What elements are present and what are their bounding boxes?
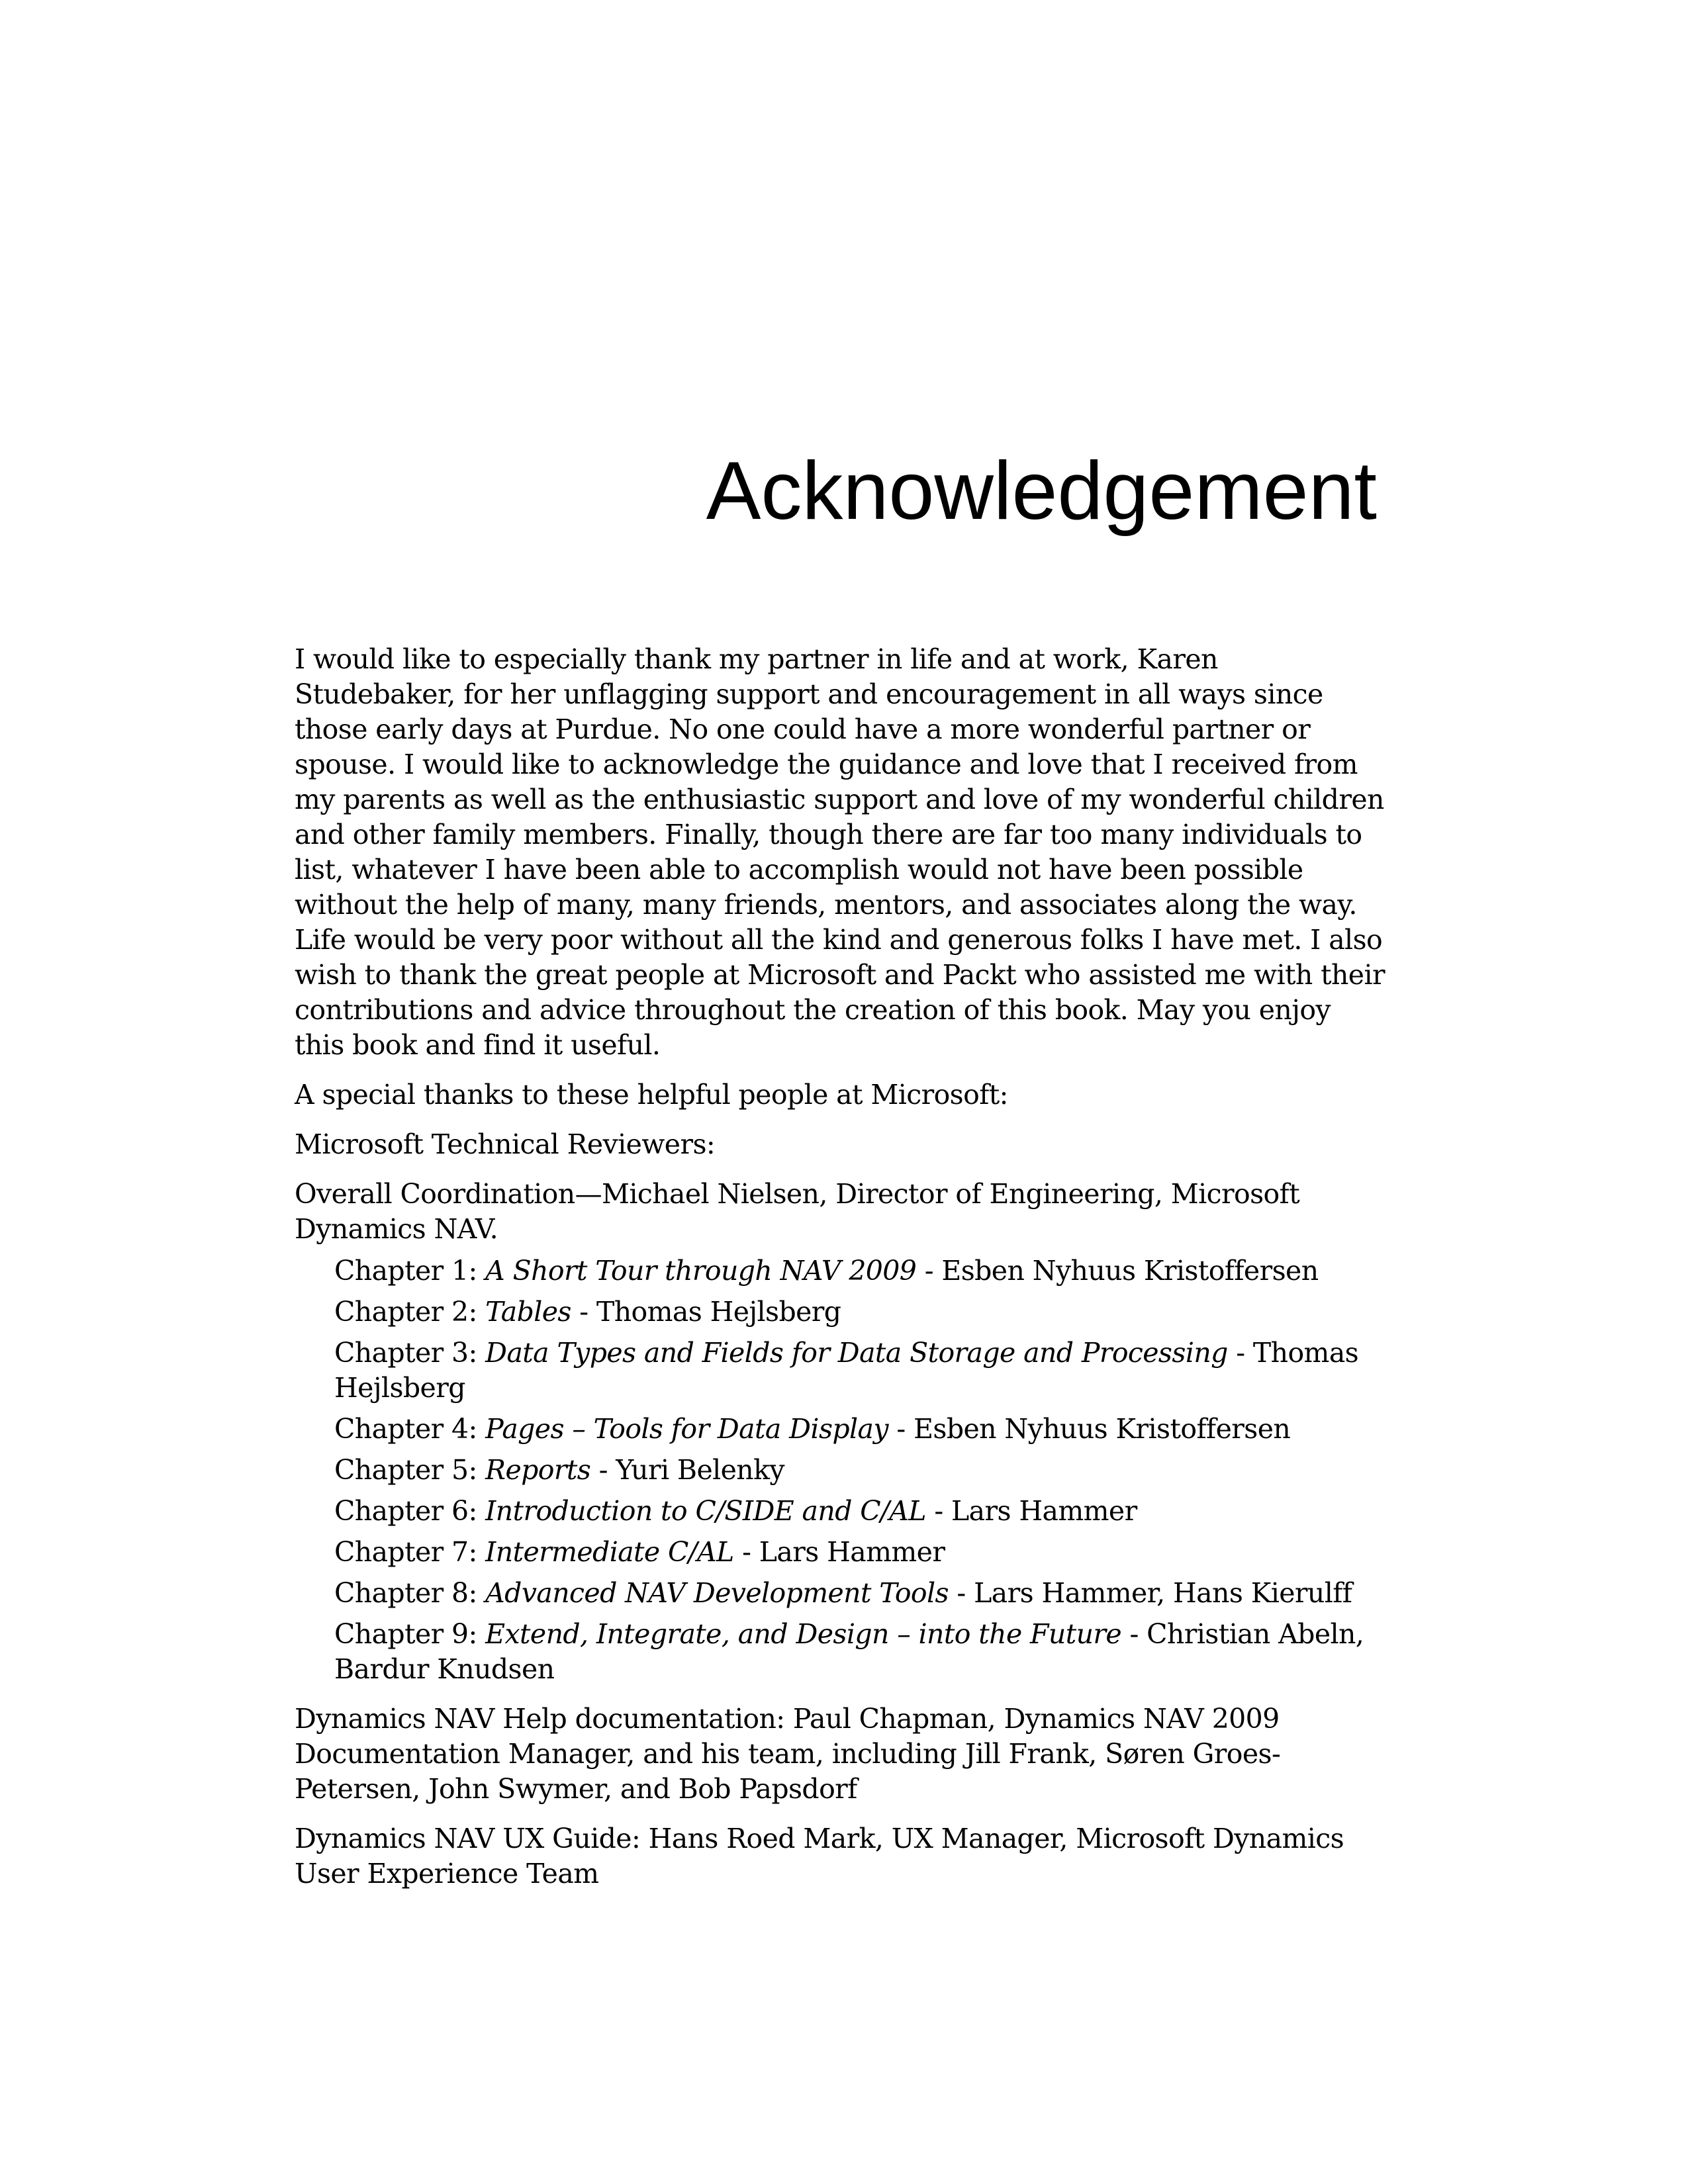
chapter-reviewers: - Lars Hammer — [733, 1536, 945, 1568]
chapter-item — [334, 1617, 1387, 1687]
chapter-item — [334, 1494, 1387, 1529]
chapter-label: Chapter 6: — [334, 1495, 486, 1527]
coordination-paragraph: Overall Coordination—Michael Nielsen, Director of Engineering, Microsoft Dynamics NAV. — [295, 1178, 1300, 1245]
chapter-item — [334, 1253, 1387, 1289]
chapter-label: Chapter 7: — [334, 1536, 486, 1568]
chapter-reviewers-list — [295, 1253, 1387, 1687]
acknowledgement-body — [295, 642, 1387, 1906]
intro-paragraph: I would like to especially thank my partner in life and at work, Karen Studebaker, for her unflagging support and encouragement in all ways since those early days at Purdue. No one could have a more wonderful partner or spouse. I would like to acknowledge the guidance and love that I received from my parents as well as the enthusiastic support and love of my wonderful children and other family members. Finally, though there are far too many individuals to list, whatever I have been able to accomplish would not have been possible without the help of many, many friends, mentors, and associates along the way. Life would be very poor without all the kind and generous folks I have met. I also wish to thank the great people at Microsoft and Packt who assisted me with their contributions and advice throughout the creation of this book. May you enjoy this book and find it useful. — [295, 643, 1385, 1061]
chapter-title: Pages – Tools for Data Display — [485, 1413, 888, 1445]
page-title: Acknowledgement — [706, 445, 1377, 537]
chapter-title: A Short Tour through NAV 2009 — [485, 1255, 917, 1287]
chapter-reviewers: - Esben Nyhuus Kristoffersen — [916, 1255, 1319, 1287]
chapter-label: Chapter 4: — [334, 1413, 486, 1445]
chapter-label: Chapter 3: — [334, 1337, 486, 1369]
special-thanks-line: A special thanks to these helpful people at Microsoft: — [295, 1079, 1008, 1111]
chapter-reviewers: - Lars Hammer, Hans Kierulff — [948, 1577, 1352, 1609]
chapter-title: Data Types and Fields for Data Storage and Processing — [485, 1337, 1228, 1369]
chapter-title: Reports — [485, 1454, 591, 1486]
chapter-reviewers: - Thomas Hejlsberg — [334, 1337, 1359, 1404]
chapter-reviewers: - Thomas Hejlsberg — [571, 1296, 841, 1328]
chapter-label: Chapter 9: — [334, 1618, 486, 1650]
chapter-title: Tables — [485, 1296, 571, 1328]
chapter-label: Chapter 8: — [334, 1577, 486, 1609]
chapter-label: Chapter 1: — [334, 1255, 486, 1287]
chapter-reviewers: - Yuri Belenky — [590, 1454, 784, 1486]
help-docs-paragraph: Dynamics NAV Help documentation: Paul Chapman, Dynamics NAV 2009 Documentation Manager, and his team, including Jill Frank, Søren Groes-Petersen, John Swymer, and Bob Papsdorf — [295, 1703, 1281, 1805]
chapter-item — [334, 1336, 1387, 1406]
chapter-label: Chapter 2: — [334, 1296, 486, 1328]
chapter-reviewers: - Christian Abeln, Bardur Knudsen — [334, 1618, 1364, 1685]
chapter-label: Chapter 5: — [334, 1454, 486, 1486]
chapter-item — [334, 1453, 1387, 1488]
ux-guide-paragraph: Dynamics NAV UX Guide: Hans Roed Mark, UX Manager, Microsoft Dynamics User Experience Team — [295, 1823, 1344, 1889]
chapter-item — [334, 1412, 1387, 1447]
chapter-item — [334, 1295, 1387, 1330]
chapter-item — [334, 1535, 1387, 1570]
chapter-title: Extend, Integrate, and Design – into the Future — [485, 1618, 1122, 1650]
chapter-title: Intermediate C/AL — [485, 1536, 734, 1568]
reviewers-heading: Microsoft Technical Reviewers: — [295, 1128, 716, 1160]
chapter-reviewers: - Esben Nyhuus Kristoffersen — [888, 1413, 1291, 1445]
chapter-title: Advanced NAV Development Tools — [485, 1577, 949, 1609]
chapter-item — [334, 1576, 1387, 1611]
chapter-title: Introduction to C/SIDE and C/AL — [485, 1495, 926, 1527]
chapter-reviewers: - Lars Hammer — [925, 1495, 1137, 1527]
